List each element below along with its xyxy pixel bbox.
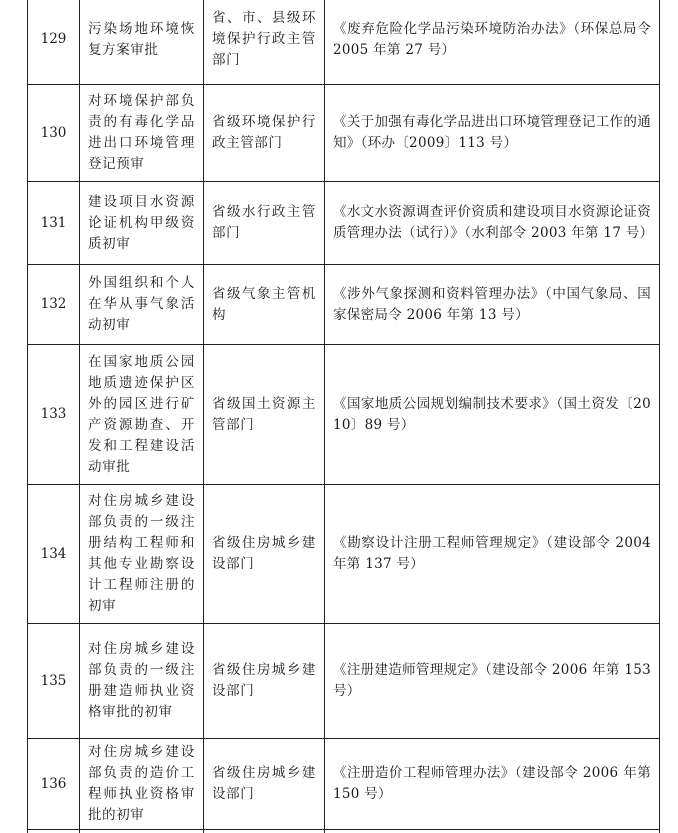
item-name: 在国家地质公园地质遗迹保护区外的园区进行矿产资源勘查、开发和工程建设活动审批 bbox=[80, 345, 204, 485]
item-name: 对住房城乡建设部负责的一级注册建造师执业资格审批的初审 bbox=[80, 624, 204, 739]
legal-basis: 《注册造价工程师管理办法》（建设部令 2006 年第 150 号） bbox=[325, 739, 660, 830]
legal-basis: 《勘察设计注册工程师管理规定》（建设部令 2004 年第 137 号） bbox=[325, 485, 660, 624]
item-name: 建设项目水资源论证机构甲级资质初审 bbox=[80, 182, 204, 265]
implementing-department: 省级水行政主管部门 bbox=[204, 182, 325, 265]
item-name: 对环境保护部负责的有毒化学品进出口环境管理登记预审 bbox=[80, 85, 204, 182]
item-number: 136 bbox=[28, 739, 80, 830]
table-row bbox=[28, 624, 660, 739]
legal-basis: 《涉外气象探测和资料管理办法》（中国气象局、国家保密局令 2006 年第 13 号） bbox=[325, 265, 660, 345]
item-number: 132 bbox=[28, 265, 80, 345]
table-row bbox=[28, 739, 660, 830]
item-name: 污染场地环境恢复方案审批 bbox=[80, 0, 204, 85]
item-number: 134 bbox=[28, 485, 80, 624]
implementing-department: 省级住房城乡建设部门 bbox=[204, 739, 325, 830]
legal-basis: 《国家地质公园规划编制技术要求》（国土资发〔2010〕89 号） bbox=[325, 345, 660, 485]
approval-items-table bbox=[27, 0, 660, 833]
item-name: 对住房城乡建设部负责的一级注册结构工程师和其他专业勘察设计工程师注册的初审 bbox=[80, 485, 204, 624]
legal-basis: 《水文水资源调查评价资质和建设项目水资源论证资质管理办法（试行）》（水利部令 2003 年第 17 号） bbox=[325, 182, 660, 265]
item-number-cutoff bbox=[28, 830, 80, 833]
item-name-cutoff bbox=[80, 830, 204, 833]
item-number: 135 bbox=[28, 624, 80, 739]
implementing-department: 省级住房城乡建设部门 bbox=[204, 624, 325, 739]
table-row-partial bbox=[28, 830, 660, 833]
table-row bbox=[28, 345, 660, 485]
implementing-department: 省级环境保护行政主管部门 bbox=[204, 85, 325, 182]
item-number: 129 bbox=[28, 0, 80, 85]
implementing-department: 省级气象主管机构 bbox=[204, 265, 325, 345]
implementing-department-cutoff bbox=[204, 830, 325, 833]
implementing-department: 省级住房城乡建设部门 bbox=[204, 485, 325, 624]
item-name: 对住房城乡建设部负责的造价工程师执业资格审批的初审 bbox=[80, 739, 204, 830]
legal-basis: 《注册建造师管理规定》（建设部令 2006 年第 153 号） bbox=[325, 624, 660, 739]
legal-basis: 《废弃危险化学品污染环境防治办法》（环保总局令 2005 年第 27 号） bbox=[325, 0, 660, 85]
table-row bbox=[28, 182, 660, 265]
implementing-department: 省、市、县级环境保护行政主管部门 bbox=[204, 0, 325, 85]
item-number: 133 bbox=[28, 345, 80, 485]
table-row bbox=[28, 85, 660, 182]
table-row bbox=[28, 265, 660, 345]
legal-basis: 《关于加强有毒化学品进出口环境管理登记工作的通知》（环办〔2009〕113 号） bbox=[325, 85, 660, 182]
item-number: 131 bbox=[28, 182, 80, 265]
item-name: 外国组织和个人在华从事气象活动初审 bbox=[80, 265, 204, 345]
table-row bbox=[28, 0, 660, 85]
legal-basis-cutoff bbox=[325, 830, 660, 833]
table-row bbox=[28, 485, 660, 624]
item-number: 130 bbox=[28, 85, 80, 182]
implementing-department: 省级国土资源主管部门 bbox=[204, 345, 325, 485]
